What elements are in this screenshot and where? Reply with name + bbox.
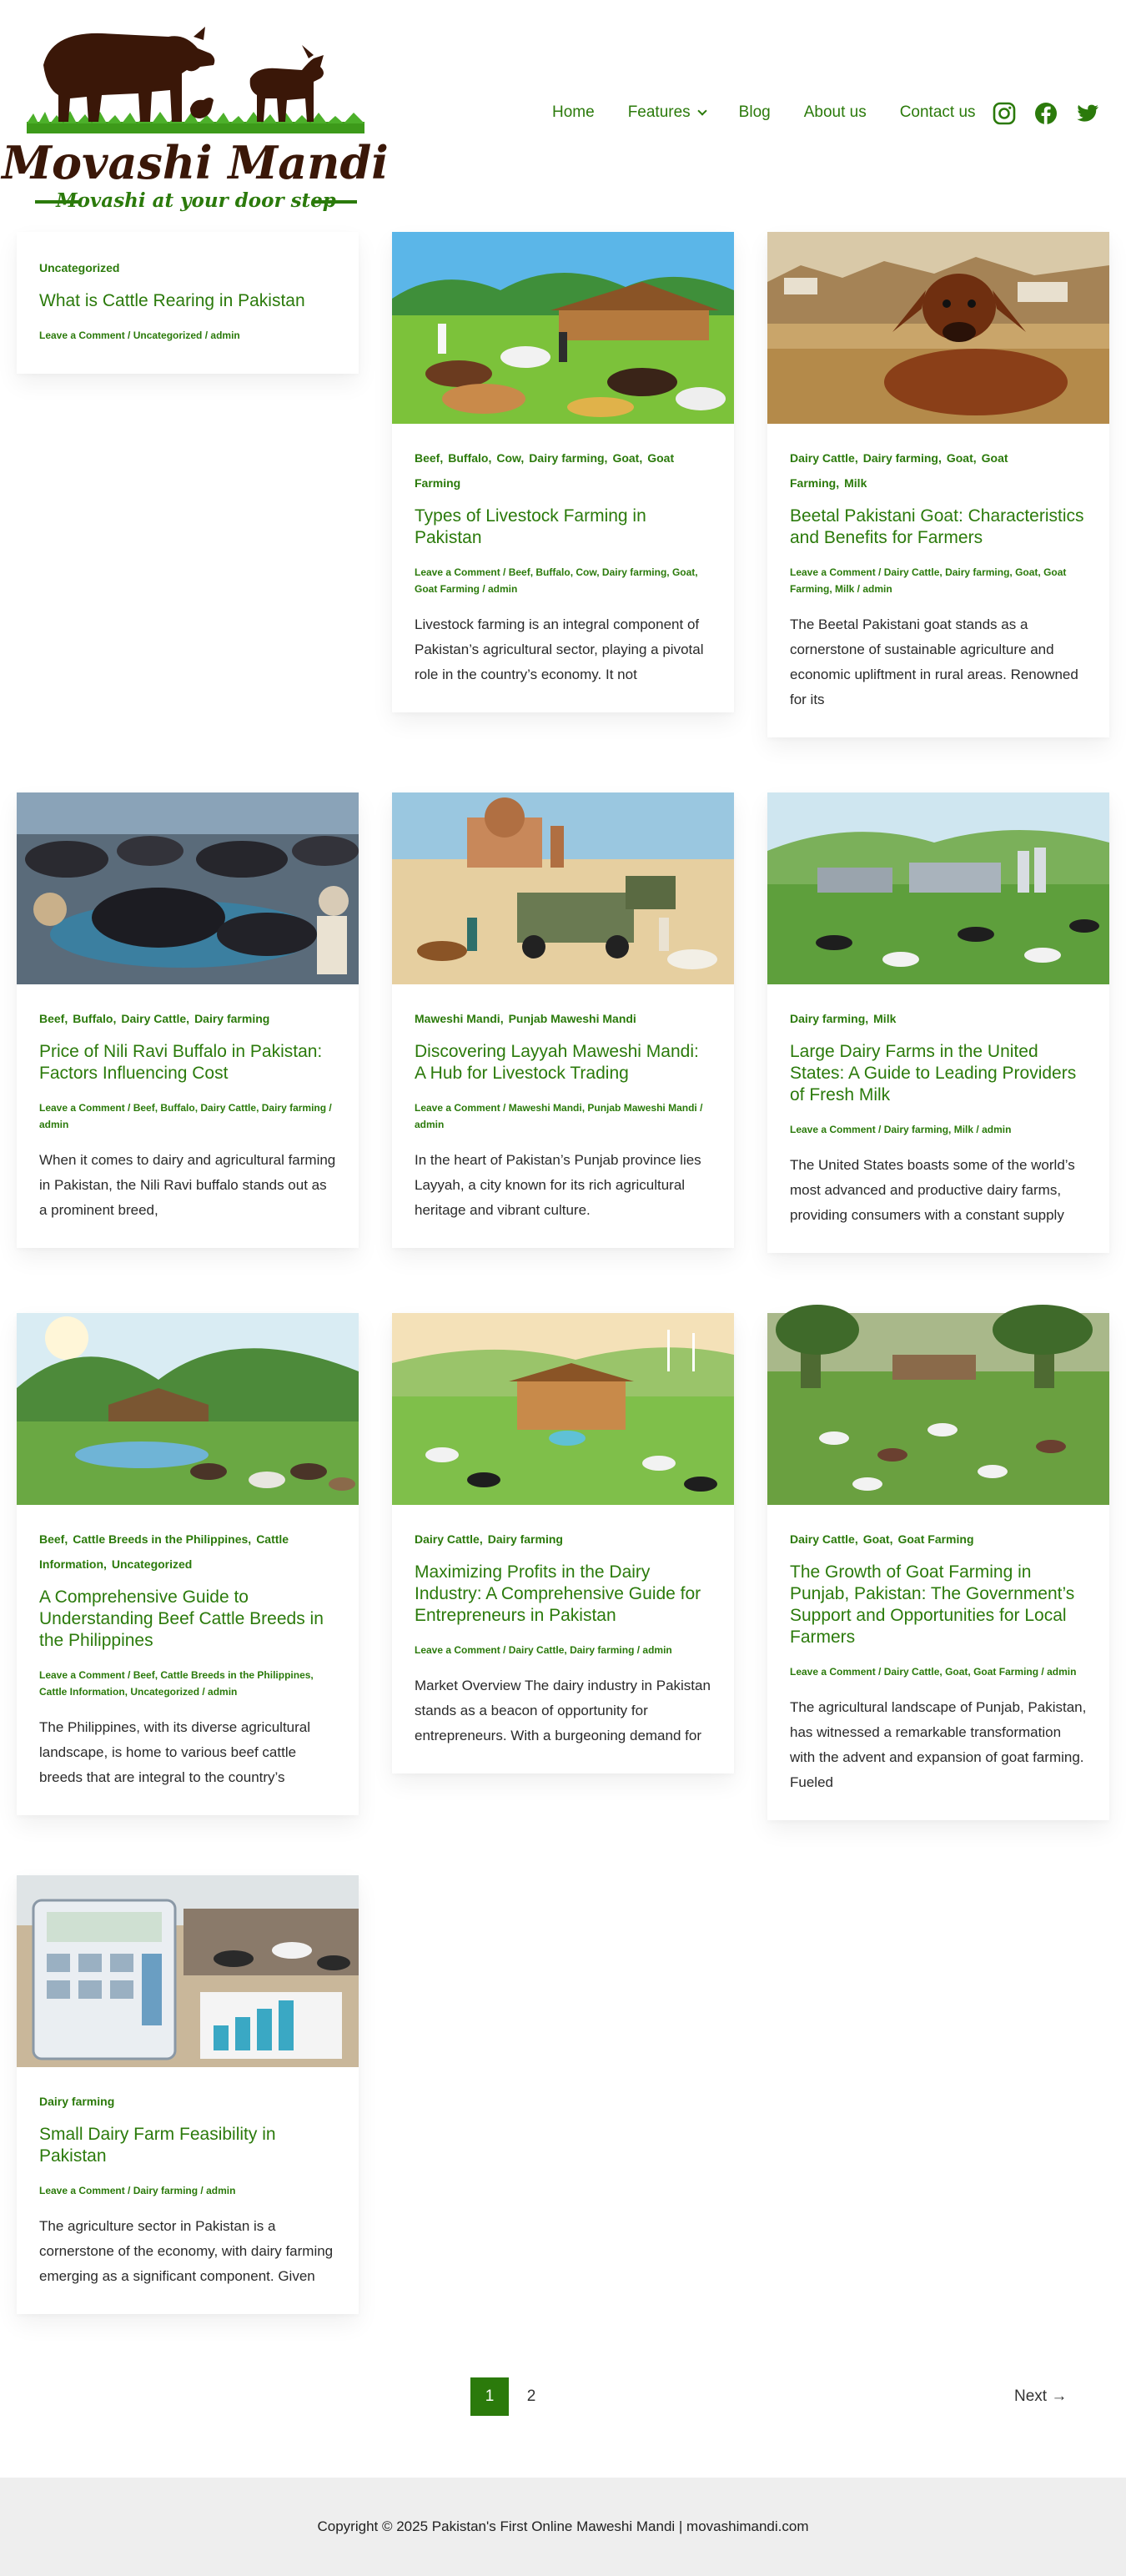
post-thumbnail[interactable] bbox=[392, 232, 734, 424]
nav-contact-label: Contact us bbox=[899, 103, 976, 121]
post-meta[interactable]: Leave a Comment / Uncategorized / admin bbox=[39, 330, 240, 341]
post-title[interactable]: Small Dairy Farm Feasibility in Pakistan bbox=[39, 2125, 276, 2166]
category-link[interactable]: Buffalo bbox=[73, 1012, 113, 1025]
nav-features[interactable] bbox=[628, 103, 706, 122]
post-categories: Dairy Cattle, Dairy farming, Goat, Goat Farming, Milk bbox=[790, 451, 1008, 490]
post-card bbox=[767, 232, 1109, 737]
page-current: 1 bbox=[470, 2377, 509, 2416]
post-card bbox=[392, 1313, 734, 1774]
nav-blog-label: Blog bbox=[738, 103, 771, 121]
post-meta[interactable]: Leave a Comment / Dairy Cattle, Dairy farming / admin bbox=[415, 1644, 672, 1656]
mandi-truck-image bbox=[392, 792, 734, 984]
post-title[interactable]: A Comprehensive Guide to Understanding Beef Cattle Breeds in the Philippines bbox=[39, 1587, 324, 1650]
post-thumbnail[interactable] bbox=[392, 792, 734, 984]
category-link[interactable]: Beef bbox=[415, 451, 440, 465]
category-link[interactable]: Dairy farming bbox=[39, 2095, 115, 2108]
page-2-link[interactable]: 2 bbox=[526, 2387, 536, 2405]
post-meta[interactable]: Leave a Comment / Dairy farming / admin bbox=[39, 2185, 236, 2196]
instagram-icon[interactable] bbox=[993, 102, 1016, 125]
goat-field-image bbox=[767, 1313, 1109, 1505]
dairy-profits-image bbox=[392, 1313, 734, 1505]
post-thumbnail[interactable] bbox=[17, 1875, 359, 2067]
category-link[interactable]: Dairy farming bbox=[194, 1012, 270, 1025]
logo-image bbox=[2, 15, 389, 214]
facebook-icon[interactable] bbox=[1034, 102, 1058, 125]
post-card bbox=[392, 792, 734, 1248]
post-thumbnail[interactable] bbox=[392, 1313, 734, 1505]
chevron-down-icon bbox=[697, 106, 706, 115]
post-meta[interactable]: Leave a Comment / Dairy farming, Milk / admin bbox=[790, 1124, 1012, 1135]
posts-grid bbox=[0, 225, 1126, 2352]
post-excerpt: Livestock farming is an integral component of Pakistan’s agricultural sector, playing a pivotal role in the country’s economy. It not bbox=[415, 616, 704, 682]
philippines-valley-image bbox=[17, 1313, 359, 1505]
us-dairy-image bbox=[767, 792, 1109, 984]
category-link[interactable]: Dairy Cattle bbox=[790, 451, 855, 465]
main-navigation bbox=[552, 103, 976, 122]
post-categories: Beef, Buffalo, Dairy Cattle, Dairy farming bbox=[39, 1012, 270, 1025]
post-card bbox=[392, 232, 734, 712]
category-link[interactable]: Goat Farming bbox=[415, 451, 675, 490]
category-link[interactable]: Goat Farming bbox=[897, 1532, 974, 1546]
category-link[interactable]: Goat bbox=[862, 1532, 890, 1546]
category-link[interactable]: Buffalo bbox=[448, 451, 489, 465]
category-link[interactable]: Cow bbox=[496, 451, 521, 465]
post-card bbox=[17, 1313, 359, 1815]
post-meta[interactable]: Leave a Comment / Dairy Cattle, Goat, Goat Farming / admin bbox=[790, 1666, 1077, 1678]
post-excerpt: Market Overview The dairy industry in Pakistan stands as a beacon of opportunity for entrepreneurs. With a burgeoning demand for bbox=[415, 1678, 711, 1743]
category-link[interactable]: Milk bbox=[873, 1012, 897, 1025]
site-footer bbox=[0, 2478, 1126, 2576]
post-categories: Beef, Cattle Breeds in the Philippines, Cattle Information, Uncategorized bbox=[39, 1532, 289, 1571]
post-excerpt: The Beetal Pakistani goat stands as a cornerstone of sustainable agriculture and economic upliftment in rural areas. Renowned for its bbox=[790, 616, 1078, 707]
category-link[interactable]: Milk bbox=[844, 476, 867, 490]
category-link[interactable]: Maweshi Mandi bbox=[415, 1012, 500, 1025]
category-link[interactable]: Dairy farming bbox=[790, 1012, 866, 1025]
post-categories: Dairy farming, Milk bbox=[790, 1012, 897, 1025]
post-excerpt: When it comes to dairy and agricultural farming in Pakistan, the Nili Ravi buffalo stands out as a prominent breed, bbox=[39, 1152, 336, 1218]
nav-home-label: Home bbox=[552, 103, 595, 121]
post-title[interactable]: Types of Livestock Farming in Pakistan bbox=[415, 506, 646, 547]
category-link[interactable]: Dairy Cattle bbox=[790, 1532, 855, 1546]
nav-about[interactable] bbox=[804, 103, 867, 122]
post-title[interactable]: The Growth of Goat Farming in Punjab, Pakistan: The Government’s Support and Opportunities for Local Farmers bbox=[790, 1562, 1075, 1647]
post-thumbnail[interactable] bbox=[767, 232, 1109, 424]
category-link[interactable]: Dairy farming bbox=[487, 1532, 563, 1546]
category-link[interactable]: Punjab Maweshi Mandi bbox=[508, 1012, 636, 1025]
post-categories bbox=[39, 2089, 336, 2114]
post-meta[interactable]: Leave a Comment / Beef, Cattle Breeds in the Philippines, Cattle Information, Uncategorized / admin bbox=[39, 1669, 314, 1698]
twitter-icon[interactable] bbox=[1076, 102, 1099, 125]
post-categories bbox=[39, 255, 336, 280]
social-links bbox=[993, 102, 1099, 125]
category-link[interactable]: Dairy Cattle bbox=[121, 1012, 187, 1025]
category-link[interactable]: Dairy Cattle bbox=[415, 1532, 480, 1546]
copyright-text: Copyright © 2025 Pakistan's First Online Maweshi Mandi | movashimandi.com bbox=[317, 2518, 809, 2534]
category-link[interactable]: Dairy farming bbox=[529, 451, 605, 465]
post-meta[interactable]: Leave a Comment / Beef, Buffalo, Cow, Dairy farming, Goat, Goat Farming / admin bbox=[415, 566, 698, 595]
post-excerpt: The United States boasts some of the world’s most advanced and productive dairy farms, providing consumers with a constant supply bbox=[790, 1157, 1075, 1223]
post-thumbnail[interactable] bbox=[767, 792, 1109, 984]
post-excerpt: The agricultural landscape of Punjab, Pakistan, has witnessed a remarkable transformation with the advent and expansion of goat farming. Fueled bbox=[790, 1699, 1087, 1790]
post-title[interactable]: Maximizing Profits in the Dairy Industry: A Comprehensive Guide for Entrepreneurs in Pakistan bbox=[415, 1562, 701, 1625]
nav-features-label: Features bbox=[627, 103, 691, 121]
post-meta[interactable]: Leave a Comment / Dairy Cattle, Dairy farming, Goat, Goat Farming, Milk / admin bbox=[790, 566, 1067, 595]
post-categories: Dairy Cattle, Dairy farming bbox=[415, 1532, 563, 1546]
nav-about-label: About us bbox=[803, 103, 867, 121]
post-categories: Dairy Cattle, Goat, Goat Farming bbox=[790, 1532, 974, 1546]
post-meta[interactable]: Leave a Comment / Beef, Buffalo, Dairy Cattle, Dairy farming / admin bbox=[39, 1102, 332, 1130]
post-meta[interactable]: Leave a Comment / Maweshi Mandi, Punjab Maweshi Mandi / admin bbox=[415, 1102, 703, 1130]
site-header bbox=[0, 0, 1126, 225]
post-card bbox=[17, 232, 359, 374]
category-link[interactable]: Beef bbox=[39, 1532, 65, 1546]
category-link[interactable]: Uncategorized bbox=[39, 261, 120, 274]
calculator-farm-image bbox=[17, 1875, 359, 2067]
category-link[interactable]: Beef bbox=[39, 1012, 65, 1025]
post-card bbox=[17, 1875, 359, 2314]
post-categories: Maweshi Mandi, Punjab Maweshi Mandi bbox=[415, 1012, 636, 1025]
post-excerpt: The agriculture sector in Pakistan is a cornerstone of the economy, with dairy farming emerging as a significant component. Given bbox=[39, 2218, 334, 2284]
nav-contact[interactable] bbox=[900, 103, 976, 122]
post-excerpt: In the heart of Pakistan’s Punjab province lies Layyah, a city known for its rich agricultural heritage and vibrant culture. bbox=[415, 1152, 701, 1218]
village-livestock-image bbox=[392, 232, 734, 424]
category-link[interactable]: Goat bbox=[612, 451, 640, 465]
post-card bbox=[767, 792, 1109, 1253]
post-thumbnail[interactable] bbox=[17, 792, 359, 984]
post-title[interactable]: Discovering Layyah Maweshi Mandi: A Hub for Livestock Trading bbox=[415, 1042, 699, 1083]
post-excerpt: The Philippines, with its diverse agricultural landscape, is home to various beef cattle breeds that are integral to the country’s bbox=[39, 1719, 311, 1785]
category-link[interactable]: Uncategorized bbox=[111, 1557, 193, 1571]
logo-title: Movashi Mandi bbox=[2, 136, 389, 189]
category-link[interactable]: Goat Farming bbox=[790, 451, 1008, 490]
beetal-goat-image bbox=[767, 232, 1109, 424]
category-link[interactable]: Dairy farming bbox=[862, 451, 938, 465]
post-title[interactable]: What is Cattle Rearing in Pakistan bbox=[39, 291, 305, 310]
post-title[interactable]: Price of Nili Ravi Buffalo in Pakistan: Factors Influencing Cost bbox=[39, 1042, 323, 1083]
post-title[interactable]: Beetal Pakistani Goat: Characteristics and Benefits for Farmers bbox=[790, 506, 1084, 547]
pagination bbox=[0, 2352, 1126, 2478]
next-page-link[interactable]: Next → bbox=[1014, 2387, 1068, 2405]
post-thumbnail[interactable] bbox=[767, 1313, 1109, 1505]
post-card bbox=[17, 792, 359, 1248]
post-title[interactable]: Large Dairy Farms in the United States: A Guide to Leading Providers of Fresh Milk bbox=[790, 1042, 1077, 1104]
logo-tagline: Movashi at your door step bbox=[56, 189, 336, 212]
post-thumbnail[interactable] bbox=[17, 1313, 359, 1505]
post-card bbox=[767, 1313, 1109, 1820]
post-categories: Beef, Buffalo, Cow, Dairy farming, Goat, Goat Farming bbox=[415, 451, 675, 490]
category-link[interactable]: Cattle Breeds in the Philippines bbox=[73, 1532, 249, 1546]
nav-blog[interactable] bbox=[739, 103, 771, 122]
category-link[interactable]: Goat bbox=[946, 451, 973, 465]
nav-home[interactable] bbox=[552, 103, 595, 122]
buffalo-market-image bbox=[17, 792, 359, 984]
site-logo[interactable] bbox=[2, 15, 389, 214]
category-link[interactable]: Cattle Information bbox=[39, 1532, 289, 1571]
